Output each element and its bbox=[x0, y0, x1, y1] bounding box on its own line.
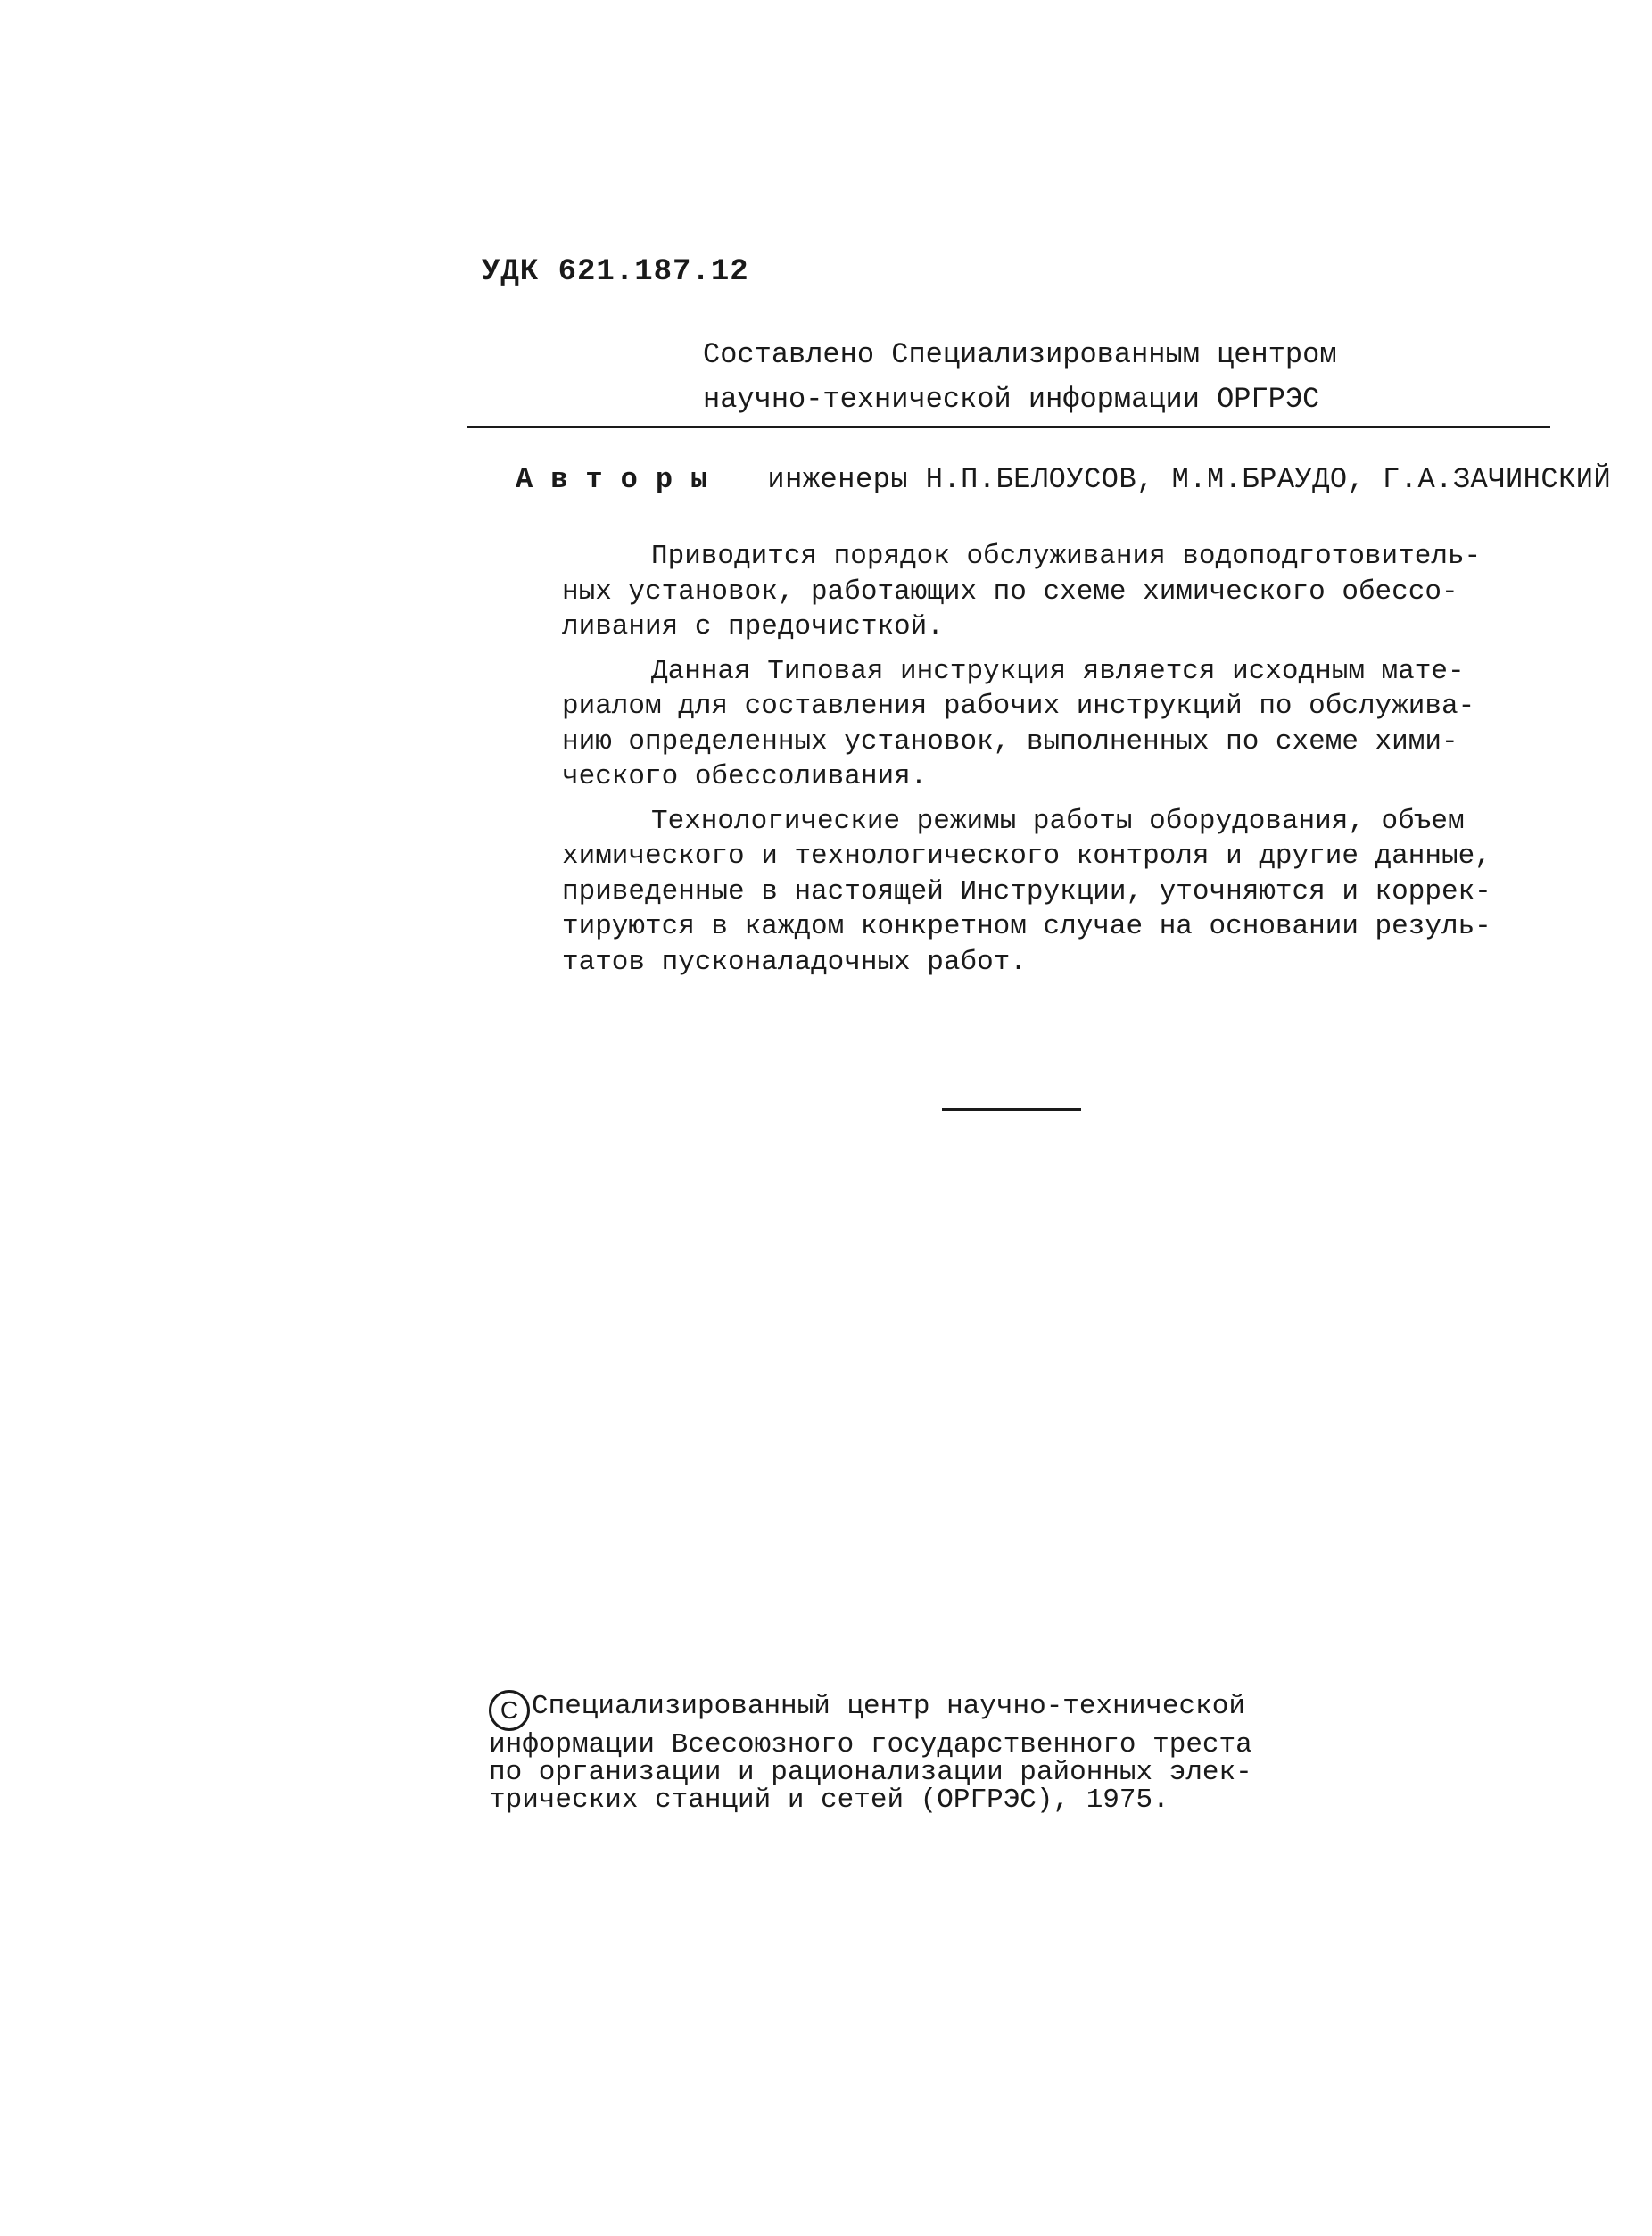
compiled-by-line: научно-технической информации ОРГРЭС bbox=[703, 383, 1320, 416]
text-line: Данная Типовая инструкция является исходным мате- bbox=[651, 655, 1465, 687]
abstract-paragraph bbox=[562, 804, 1525, 981]
copyright-line bbox=[489, 1690, 1252, 1731]
text-line: татов пусконаладочных работ. bbox=[562, 946, 1027, 978]
text-line: тируются в каждом конкретном случае на основании резуль- bbox=[562, 911, 1491, 942]
copyright-block bbox=[489, 1690, 1252, 1814]
copyright-line: трических станций и сетей (ОРГРЭС), 1975. bbox=[489, 1785, 1169, 1816]
abstract-paragraph bbox=[562, 654, 1525, 795]
abstract-text bbox=[562, 539, 1525, 989]
text-line: приведенные в настоящей Инструкции, уточняются и коррек- bbox=[562, 875, 1491, 907]
text-line: ческого обессоливания. bbox=[562, 761, 928, 792]
text-line: ных установок, работающих по схеме химического обессо- bbox=[562, 576, 1458, 608]
text-line: химического и технологического контроля и другие данные, bbox=[562, 841, 1491, 872]
udk-code: УДК 621.187.12 bbox=[482, 255, 749, 289]
abstract-paragraph bbox=[562, 539, 1525, 645]
text-line: Технологические режимы работы оборудования, объем bbox=[651, 805, 1465, 837]
authors-names: инженеры Н.П.БЕЛОУСОВ, М.М.БРАУДО, Г.А.ЗАЧИНСКИЙ bbox=[767, 463, 1612, 496]
horizontal-rule bbox=[467, 426, 1550, 428]
authors-label: Авторы bbox=[516, 463, 726, 496]
copyright-line: по организации и рационализации районных элек- bbox=[489, 1757, 1252, 1788]
copyright-text: Специализированный центр научно-технической bbox=[532, 1691, 1245, 1722]
compiled-by-line: Составлено Специализированным центром bbox=[703, 338, 1337, 371]
text-line: нию определенных установок, выполненных по схеме хими- bbox=[562, 725, 1458, 758]
section-divider bbox=[942, 1108, 1081, 1111]
copyright-icon: C bbox=[489, 1690, 530, 1731]
copyright-line: информации Всесоюзного государственного треста bbox=[489, 1729, 1252, 1760]
compiled-by-block bbox=[703, 333, 1337, 422]
text-line: риалом для составления рабочих инструкций по обслужива- bbox=[562, 691, 1475, 722]
text-line: ливания с предочисткой. bbox=[562, 611, 944, 642]
authors-line bbox=[516, 463, 1611, 496]
text-line: Приводится порядок обслуживания водоподготовитель- bbox=[651, 541, 1482, 572]
